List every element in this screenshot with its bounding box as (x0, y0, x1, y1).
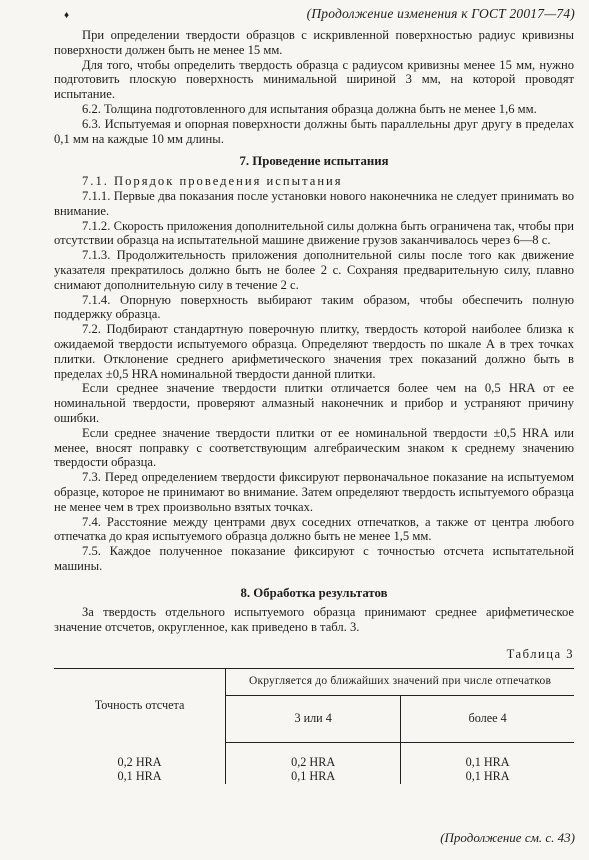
paragraph: 6.2. Толщина подготовленного для испытания образца должна быть не менее 1,6 мм. (82, 101, 537, 116)
paragraph: Для того, чтобы определить твердость образца с радиусом кривизны менее 15 мм, нужно подготовить плоскую поверхность минимальной шириной 3 мм, на которой проводят испытание. (54, 57, 574, 102)
paragraph: 7.1.2. Скорость приложения дополнительной силы должна быть ограничена так, чтобы при отсутствии образца на испытательной машине движение грузов заканчивалось через 6—8 с. (54, 218, 574, 248)
paragraph: При определении твердости образцов с искривленной поверхностью радиус кривизны поверхности должен быть не менее 15 мм. (54, 28, 574, 57)
column-group-header: Округляется до ближайших значений при числе отпечатков (226, 668, 574, 695)
section-7-title: 7. Проведение испытания (239, 154, 389, 169)
body-text (54, 28, 574, 784)
paragraph: 7.4. Расстояние между центрами двух соседних отпечатков, а также от центра любого отпечатка до края испытуемого образца должно быть не менее 1,5 мм. (54, 514, 574, 544)
column-header-more-than-4: более 4 (401, 695, 574, 742)
paragraph: 7.1.4. Опорную поверхность выбирают таким образом, чтобы обеспечить полную поддержку образца. (54, 292, 574, 322)
paragraph: 7.1.3. Продолжительность приложения дополнительной силы после того как движение указателя прекратилось должно быть не более 2 с. Сохраняя предварительную силу, плавно снимают дополнительную силу в течение 2 с. (54, 248, 574, 292)
cell-value: 0,1 HRA (465, 754, 510, 769)
section-7-subtitle: 7.1. Порядок проведения испытания (82, 174, 343, 189)
cell-value: 0,1 HRA (291, 768, 336, 783)
paragraph: Если среднее значение твердости плитки от ее номинальной твердости ±0,5 HRA или менее, вносят поправку с соответствующим алгебраическим знаком к среднему значению твердости образца. (54, 425, 574, 470)
column-header-accuracy: Точность отсчета (54, 668, 226, 742)
cell-value: 0,1 HRA (117, 768, 162, 783)
page-footer: (Продолжение см. с. 43) (440, 830, 575, 845)
table-cell (226, 742, 401, 784)
table-3 (54, 668, 574, 784)
cell-value: 0,1 HRA (465, 768, 510, 783)
scan-mark: ♦ (64, 10, 70, 21)
section-8-title: 8. Обработка результатов (240, 585, 388, 600)
paragraph: Если среднее значение твердости плитки отличается более чем на 0,5 HRA от ее номинальной твердости, проверяют алмазный наконечник и прибор и устраняют причину ошибки. (54, 381, 574, 425)
paragraph: 6.3. Испытуемая и опорная поверхности должны быть параллельны друг другу в пределах 0,1 мм на каждые 10 мм длины. (54, 116, 574, 146)
paragraph: 7.5. Каждое полученное показание фиксируют с точностью отсчета испытательной машины. (54, 544, 574, 573)
paragraph: 7.2. Подбирают стандартную поверочную плитку, твердость которой наиболее близка к ожидаемой твердости испытуемого образца. Определяют твердость по шкале А в трех точках плитки. Отклонение среднего арифметического значения трех показаний должно быть в пределах ±0,5 HRA номинальной твердости данной плитки. (54, 322, 574, 381)
column-header-3-or-4: 3 или 4 (226, 695, 401, 742)
table-cell (54, 742, 226, 784)
paragraph: 7.1.1. Первые два показания после установки нового наконечника не следует принимать во внимание. (54, 188, 574, 218)
cell-value: 0,2 HRA (291, 754, 336, 769)
paragraph: 7.3. Перед определением твердости фиксируют первоначальное показание на испытуемом образце, которое не принимают во внимание. Затем определяют твердость испытуемого образца не менее чем в трех произвольно взятых точках. (54, 470, 574, 514)
table-caption: Таблица 3 (506, 647, 574, 662)
table-cell (401, 742, 574, 784)
page-header: (Продолжение изменения к ГОСТ 20017—74) (306, 6, 575, 21)
paragraph: За твердость отдельного испытуемого образца принимают среднее арифметическое значение отсчетов, округленное, как приведено в табл. 3. (54, 605, 574, 635)
table-row (54, 742, 574, 784)
cell-value: 0,2 HRA (117, 754, 162, 769)
